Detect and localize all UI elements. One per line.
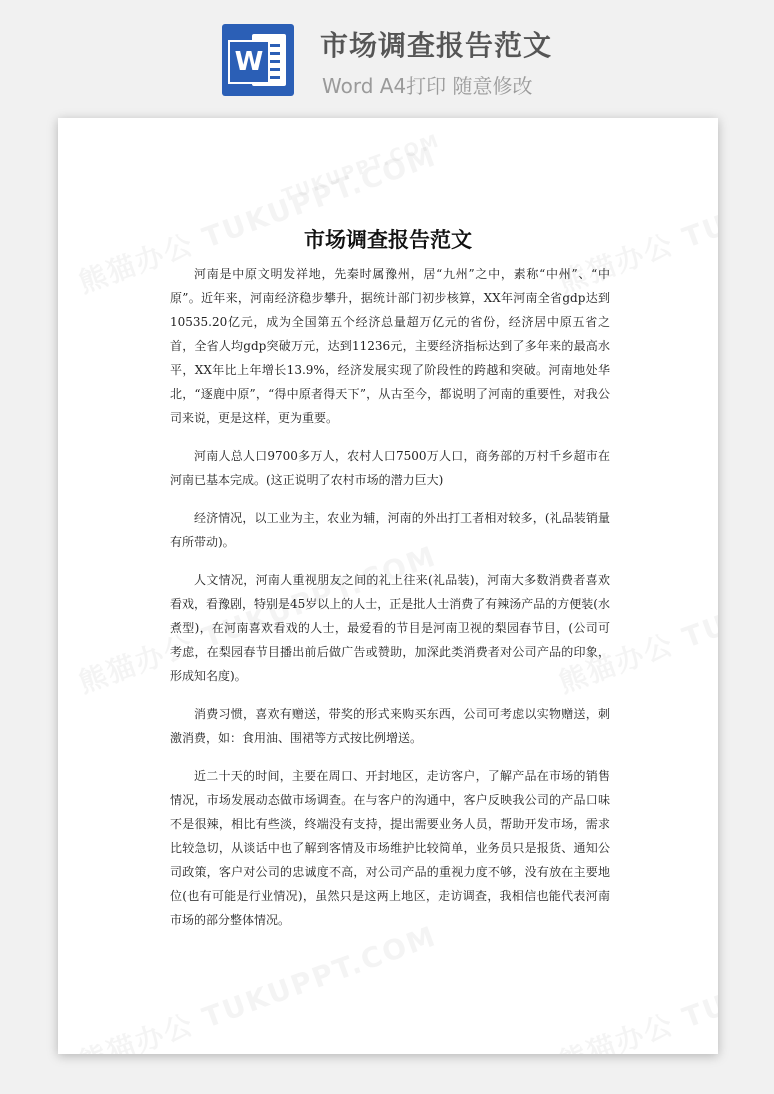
word-icon [222,24,294,96]
document-body [170,262,610,946]
header-subtitle: Word A4打印 随意修改 [322,74,533,98]
paragraph: 经济情况，以工业为主，农业为辅，河南的外出打工者相对较多，(礼品装销量有所带动)。 [170,511,610,549]
document-title: 市场调查报告范文 [304,228,472,252]
paragraph: 河南是中原文明发祥地，先秦时属豫州，居“九州”之中，素称“中州”、“中原”。近年来，河南经济稳步攀升，据统计部门初步核算，XX年河南全省gdp达到10535.20亿元，成为全国第五个经济总量超万亿元的省份，经济居中原五省之首，全省人均gdp突破万元，达到11236元，主要经济指标达到了多年来的最高水平，XX年比上年增长13.9%，经济发展实现了阶段性的跨越和突破。河南地处华北，“逐鹿中原”，“得中原者得天下”，从古至今，都说明了河南的重要性，对我公司来说，更是这样，更为重要。 [170,267,610,425]
header-title: 市场调查报告范文 [320,29,553,62]
document-page [58,118,718,1054]
paragraph: 人文情况，河南人重视朋友之间的礼上往来(礼品装)，河南大多数消费者喜欢看戏，看豫剧，特别是45岁以上的人士，正是批人士消费了有辣汤产品的方便装(水煮型)，在河南喜欢看戏的人士，最爱看的节目是河南卫视的梨园春节目，(公司可考虑，在梨园春节目播出前后做广告或赞助，加深此类消费者对公司产品的印象，形成知名度)。 [170,573,610,683]
word-badge: W [228,40,270,84]
paragraph: 消费习惯，喜欢有赠送，带奖的形式来购买东西，公司可考虑以实物赠送，刺激消费，如：食用油、围裙等方式按比例增送。 [170,707,610,745]
paragraph: 近二十天的时间，主要在周口、开封地区，走访客户，了解产品在市场的销售情况，市场发展动态做市场调查。在与客户的沟通中，客户反映我公司的产品口味不是很辣，相比有些淡，终端没有支持，提出需要业务人员，帮助开发市场，需求比较急切，从谈话中也了解到客情及市场维护比较简单，业务员只是报货、通知公司政策，客户对公司的忠诚度不高，对公司产品的重视力度不够，没有放在主要地位(也有可能是行业情况)，虽然只是这两上地区，走访调查，我相信也能代表河南市场的部分整体情况。 [170,769,610,927]
paragraph: 河南人总人口9700多万人，农村人口7500万人口，商务部的万村千乡超市在河南已基本完成。(这正说明了农村市场的潜力巨大) [170,449,610,487]
header [0,0,774,110]
